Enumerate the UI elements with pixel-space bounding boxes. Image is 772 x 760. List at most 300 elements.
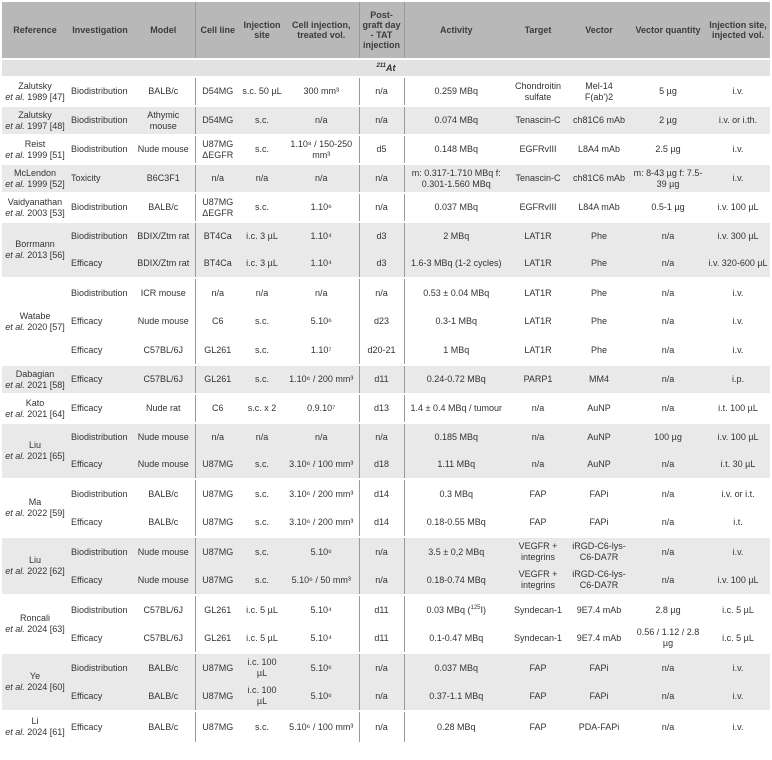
reference-author: Zalutsky: [18, 109, 52, 120]
cell-post-graft-day: d3: [359, 222, 404, 250]
reference-year: 2024 [60]: [24, 682, 65, 692]
cell-target: LAT1R: [508, 307, 568, 336]
cell-model: BALB/c: [132, 711, 195, 742]
cell-investigation: Efficacy: [68, 250, 132, 278]
reference-etal: et al.: [5, 91, 25, 102]
cell-cell-injection: 1.10⁸ / 150-250 mm³: [284, 135, 359, 164]
cell-model: Nude mouse: [132, 135, 195, 164]
cell-vector-quantity: n/a: [630, 682, 706, 711]
cell-activity: 0.037 MBq: [404, 193, 508, 222]
cell-injection-site: n/a: [240, 164, 284, 193]
cell-injection-site-volume: i.v.: [706, 711, 770, 742]
cell-investigation: Toxicity: [68, 164, 132, 193]
cell-injection-site: s.c.: [240, 135, 284, 164]
cell-vector-quantity: n/a: [630, 336, 706, 365]
cell-post-graft-day: n/a: [359, 566, 404, 595]
cell-injection-site: s.c. 50 µL: [240, 77, 284, 106]
reference-etal: et al.: [5, 250, 25, 260]
reference-etal: et al.: [5, 451, 25, 461]
cell-injection-site-volume: i.v.: [706, 653, 770, 682]
cell-target: Syndecan-1: [508, 624, 568, 653]
cell-target: LAT1R: [508, 336, 568, 365]
cell-vector: 9E7.4 mAb: [568, 624, 630, 653]
cell-cell-line: n/a: [195, 164, 240, 193]
cell-vector: AuNP: [568, 451, 630, 479]
reference-year: 2022 [62]: [24, 566, 65, 576]
cell-injection-site: s.c.: [240, 537, 284, 566]
cell-injection-site-volume: i.v.: [706, 336, 770, 365]
cell-model: BALB/c: [132, 653, 195, 682]
reference-author: Liu: [28, 440, 41, 450]
cell-cell-injection: 1.10⁴: [284, 222, 359, 250]
cell-reference: [2, 135, 68, 164]
cell-investigation: Biodistribution: [68, 135, 132, 164]
reference-author: Reist: [24, 138, 46, 149]
cell-injection-site-volume: i.v.: [706, 77, 770, 106]
cell-injection-site-volume: i.v. 320-600 µL: [706, 250, 770, 278]
cell-activity: 0.148 MBq: [404, 135, 508, 164]
reference-etal: et al.: [5, 682, 25, 692]
cell-injection-site: i.c. 5 µL: [240, 624, 284, 653]
cell-vector-quantity: 2.5 µg: [630, 135, 706, 164]
cell-model: Nude mouse: [132, 566, 195, 595]
table-row: [2, 566, 770, 595]
cell-vector: Phe: [568, 250, 630, 278]
cell-activity: 0.53 ± 0.04 MBq: [404, 278, 508, 307]
cell-activity: 0.3 MBq: [404, 479, 508, 508]
table-row: [2, 77, 770, 106]
table-row: [2, 193, 770, 222]
cell-vector-quantity: 2 µg: [630, 106, 706, 135]
cell-vector: FAPi: [568, 653, 630, 682]
cell-injection-site: s.c.: [240, 365, 284, 394]
cell-cell-injection: 1.10⁶ / 200 mm³: [284, 365, 359, 394]
cell-vector-quantity: n/a: [630, 307, 706, 336]
cell-vector-quantity: n/a: [630, 508, 706, 537]
cell-cell-line: BT4Ca: [195, 250, 240, 278]
cell-vector: L84A mAb: [568, 193, 630, 222]
cell-post-graft-day: d23: [359, 307, 404, 336]
cell-cell-line: U87MG: [195, 566, 240, 595]
cell-model: Nude mouse: [132, 307, 195, 336]
header-activity: Activity: [404, 2, 508, 59]
cell-vector-quantity: n/a: [630, 537, 706, 566]
header-vector-quantity: Vector quantity: [630, 2, 706, 59]
reference-etal: et al.: [5, 120, 25, 131]
cell-target: Chondroitin sulfate: [508, 77, 568, 106]
cell-vector: Phe: [568, 307, 630, 336]
cell-investigation: Efficacy: [68, 682, 132, 711]
radiopharmaceutical-studies-table: [2, 2, 770, 742]
reference-author: Vaidyanathan: [7, 196, 63, 207]
cell-cell-line: U87MG: [195, 682, 240, 711]
cell-cell-injection: 3.10⁶ / 100 mm³: [284, 451, 359, 479]
cell-cell-injection: n/a: [284, 106, 359, 135]
cell-vector: iRGD-C6-lys-C6-DA7R: [568, 537, 630, 566]
reference-year: 1999 [52]: [24, 178, 65, 189]
table-row: [2, 595, 770, 624]
cell-cell-line: U87MG: [195, 451, 240, 479]
cell-post-graft-day: n/a: [359, 106, 404, 135]
cell-vector-quantity: 0.56 / 1.12 / 2.8 µg: [630, 624, 706, 653]
reference-author: Liu: [28, 555, 41, 565]
reference-year: 2024 [63]: [24, 624, 65, 634]
header-injection-site-volume: Injection site, injected vol.: [706, 2, 770, 59]
cell-injection-site: s.c.: [240, 479, 284, 508]
cell-cell-line: U87MG: [195, 537, 240, 566]
reference-author: Zalutsky: [18, 80, 52, 91]
reference-etal: et al.: [5, 321, 25, 332]
cell-cell-line: n/a: [195, 423, 240, 451]
cell-vector-quantity: n/a: [630, 566, 706, 595]
reference-etal: et al.: [5, 207, 25, 218]
reference-year: 1997 [48]: [24, 120, 65, 131]
cell-injection-site: i.c. 5 µL: [240, 595, 284, 624]
section-row-astatine: [2, 59, 770, 77]
cell-vector: Phe: [568, 336, 630, 365]
cell-cell-line: D54MG: [195, 77, 240, 106]
table-row: [2, 135, 770, 164]
cell-post-graft-day: n/a: [359, 682, 404, 711]
cell-injection-site: s.c.: [240, 193, 284, 222]
table-row: [2, 423, 770, 451]
reference-author: Borrmann: [15, 239, 55, 249]
reference-etal: et al.: [5, 566, 25, 576]
cell-vector: ch81C6 mAb: [568, 164, 630, 193]
cell-cell-line: n/a: [195, 278, 240, 307]
reference-author: Roncali: [19, 613, 50, 623]
cell-investigation: Efficacy: [68, 451, 132, 479]
cell-vector-quantity: n/a: [630, 365, 706, 394]
table-row: [2, 164, 770, 193]
table-row: [2, 250, 770, 278]
cell-investigation: Efficacy: [68, 566, 132, 595]
reference-year: 2022 [59]: [24, 508, 65, 518]
cell-vector-quantity: n/a: [630, 222, 706, 250]
cell-cell-injection: 0.9.10⁷: [284, 394, 359, 423]
cell-post-graft-day: n/a: [359, 653, 404, 682]
cell-investigation: Biodistribution: [68, 77, 132, 106]
cell-post-graft-day: n/a: [359, 423, 404, 451]
cell-vector: FAPi: [568, 479, 630, 508]
reference-year: 2021 [58]: [24, 379, 65, 390]
cell-model: Nude mouse: [132, 451, 195, 479]
reference-etal: et al.: [5, 408, 25, 419]
cell-injection-site-volume: i.v. or i.th.: [706, 106, 770, 135]
cell-activity: 2 MBq: [404, 222, 508, 250]
header-model: Model: [132, 2, 195, 59]
cell-model: BALB/c: [132, 193, 195, 222]
cell-target: n/a: [508, 451, 568, 479]
cell-injection-site-volume: i.c. 5 µL: [706, 624, 770, 653]
cell-vector-quantity: 2.8 µg: [630, 595, 706, 624]
reference-author: Li: [31, 716, 39, 726]
cell-target: Tenascin-C: [508, 164, 568, 193]
cell-model: C57BL/6J: [132, 595, 195, 624]
cell-injection-site: s.c.: [240, 451, 284, 479]
cell-activity: 0.03 MBq ($^{125}$I): [404, 595, 508, 624]
cell-injection-site-volume: i.v. 100 µL: [706, 566, 770, 595]
table-row: [2, 307, 770, 336]
table-row: [2, 106, 770, 135]
table-row: [2, 365, 770, 394]
table-row: [2, 653, 770, 682]
cell-cell-injection: 5.10⁶: [284, 682, 359, 711]
cell-post-graft-day: d11: [359, 595, 404, 624]
header-injection-site: Injection site: [240, 2, 284, 59]
cell-injection-site: n/a: [240, 423, 284, 451]
cell-cell-line: U87MG ΔEGFR: [195, 135, 240, 164]
cell-investigation: Biodistribution: [68, 653, 132, 682]
cell-investigation: Biodistribution: [68, 423, 132, 451]
cell-cell-injection: 5.10⁴: [284, 624, 359, 653]
cell-vector-quantity: 0.5-1 µg: [630, 193, 706, 222]
cell-activity: 0.28 MBq: [404, 711, 508, 742]
table-row: [2, 222, 770, 250]
cell-reference: [2, 537, 68, 595]
table-row: [2, 682, 770, 711]
cell-target: n/a: [508, 423, 568, 451]
cell-cell-line: U87MG: [195, 711, 240, 742]
reference-year: 2013 [56]: [24, 250, 65, 260]
cell-investigation: Biodistribution: [68, 595, 132, 624]
cell-target: LAT1R: [508, 250, 568, 278]
cell-cell-line: BT4Ca: [195, 222, 240, 250]
cell-injection-site: s.c.: [240, 336, 284, 365]
cell-investigation: Efficacy: [68, 365, 132, 394]
cell-post-graft-day: n/a: [359, 711, 404, 742]
cell-target: LAT1R: [508, 222, 568, 250]
cell-post-graft-day: d13: [359, 394, 404, 423]
table-row: [2, 336, 770, 365]
cell-cell-injection: n/a: [284, 423, 359, 451]
cell-cell-line: C6: [195, 307, 240, 336]
cell-vector: MM4: [568, 365, 630, 394]
cell-injection-site-volume: i.v.: [706, 164, 770, 193]
reference-author: Dabagian: [15, 368, 55, 379]
cell-injection-site: s.c.: [240, 307, 284, 336]
reference-author: Watabe: [19, 310, 51, 321]
cell-activity: 3.5 ± 0,2 MBq: [404, 537, 508, 566]
cell-investigation: Biodistribution: [68, 222, 132, 250]
reference-year: 2003 [53]: [24, 207, 65, 218]
cell-reference: [2, 479, 68, 537]
cell-vector-quantity: m: 8-43 µg f: 7.5-39 µg: [630, 164, 706, 193]
section-label-mass-number: 211: [376, 62, 387, 69]
cell-cell-injection: 3.10⁶ / 200 mm³: [284, 508, 359, 537]
cell-investigation: Biodistribution: [68, 479, 132, 508]
cell-injection-site-volume: i.v.: [706, 682, 770, 711]
cell-injection-site-volume: i.v.: [706, 135, 770, 164]
cell-model: BALB/c: [132, 508, 195, 537]
cell-injection-site: i.c. 3 µL: [240, 250, 284, 278]
cell-cell-injection: 1.10⁶: [284, 193, 359, 222]
table-row: [2, 278, 770, 307]
cell-vector: iRGD-C6-lys-C6-DA7R: [568, 566, 630, 595]
cell-vector: 9E7.4 mAb: [568, 595, 630, 624]
cell-injection-site: s.c.: [240, 508, 284, 537]
cell-target: PARP1: [508, 365, 568, 394]
cell-post-graft-day: d14: [359, 508, 404, 537]
cell-vector-quantity: n/a: [630, 653, 706, 682]
cell-vector-quantity: n/a: [630, 250, 706, 278]
cell-cell-line: C6: [195, 394, 240, 423]
cell-vector-quantity: 5 µg: [630, 77, 706, 106]
cell-activity: 0.37-1.1 MBq: [404, 682, 508, 711]
cell-injection-site: s.c.: [240, 566, 284, 595]
cell-target: EGFRvIII: [508, 193, 568, 222]
cell-injection-site-volume: i.t. 30 µL: [706, 451, 770, 479]
reference-etal: et al.: [5, 178, 25, 189]
cell-activity: 0.18-0.55 MBq: [404, 508, 508, 537]
cell-activity: 0.24-0.72 MBq: [404, 365, 508, 394]
cell-cell-injection: 5.10⁶ / 100 mm³: [284, 711, 359, 742]
cell-reference: [2, 106, 68, 135]
cell-model: Nude mouse: [132, 423, 195, 451]
cell-injection-site-volume: i.v. or i.t.: [706, 479, 770, 508]
cell-activity: 1.11 MBq: [404, 451, 508, 479]
cell-injection-site: i.c. 100 µL: [240, 682, 284, 711]
cell-investigation: Biodistribution: [68, 106, 132, 135]
cell-cell-line: U87MG ΔEGFR: [195, 193, 240, 222]
cell-post-graft-day: n/a: [359, 164, 404, 193]
reference-author: Ye: [29, 671, 41, 681]
cell-activity: 1.4 ± 0.4 MBq / tumour: [404, 394, 508, 423]
cell-reference: [2, 365, 68, 394]
cell-vector: FAPi: [568, 682, 630, 711]
cell-investigation: Biodistribution: [68, 537, 132, 566]
cell-reference: [2, 278, 68, 365]
table-row: [2, 479, 770, 508]
table-row: [2, 624, 770, 653]
cell-model: BDIX/Ztm rat: [132, 250, 195, 278]
cell-cell-line: U87MG: [195, 479, 240, 508]
cell-post-graft-day: n/a: [359, 537, 404, 566]
cell-injection-site-volume: i.p.: [706, 365, 770, 394]
table-row: [2, 394, 770, 423]
cell-vector: AuNP: [568, 423, 630, 451]
cell-target: FAP: [508, 711, 568, 742]
cell-injection-site-volume: i.v. 100 µL: [706, 423, 770, 451]
cell-target: Syndecan-1: [508, 595, 568, 624]
cell-activity: 0.259 MBq: [404, 77, 508, 106]
cell-cell-line: GL261: [195, 336, 240, 365]
cell-cell-injection: 5.10⁶ / 50 mm³: [284, 566, 359, 595]
reference-year: 1999 [51]: [24, 149, 65, 160]
header-reference: Reference: [2, 2, 68, 59]
header-cell-injection: Cell injection, treated vol.: [284, 2, 359, 59]
section-label: [2, 59, 770, 77]
cell-post-graft-day: d5: [359, 135, 404, 164]
cell-injection-site: n/a: [240, 278, 284, 307]
reference-year: 2021 [64]: [24, 408, 65, 419]
cell-activity: 0.185 MBq: [404, 423, 508, 451]
cell-model: C57BL/6J: [132, 624, 195, 653]
reference-etal: et al.: [5, 149, 25, 160]
cell-target: FAP: [508, 508, 568, 537]
cell-post-graft-day: n/a: [359, 77, 404, 106]
cell-activity: 0.3-1 MBq: [404, 307, 508, 336]
cell-model: BDIX/Ztm rat: [132, 222, 195, 250]
cell-vector-quantity: n/a: [630, 394, 706, 423]
cell-cell-line: GL261: [195, 624, 240, 653]
cell-reference: [2, 77, 68, 106]
cell-vector: Mel-14 F(ab')2: [568, 77, 630, 106]
reference-year: 1989 [47]: [24, 91, 65, 102]
cell-model: BALB/c: [132, 479, 195, 508]
cell-cell-line: U87MG: [195, 653, 240, 682]
reference-etal: et al.: [5, 508, 25, 518]
cell-cell-injection: n/a: [284, 164, 359, 193]
cell-post-graft-day: d11: [359, 365, 404, 394]
cell-model: C57BL/6J: [132, 365, 195, 394]
cell-vector-quantity: n/a: [630, 479, 706, 508]
cell-post-graft-day: d14: [359, 479, 404, 508]
cell-cell-line: U87MG: [195, 508, 240, 537]
cell-target: n/a: [508, 394, 568, 423]
cell-cell-injection: 1.10⁷: [284, 336, 359, 365]
cell-cell-line: D54MG: [195, 106, 240, 135]
section-label-element: At: [386, 62, 396, 73]
cell-reference: [2, 711, 68, 742]
reference-author: Ma: [28, 497, 42, 507]
cell-activity: 1 MBq: [404, 336, 508, 365]
cell-cell-injection: n/a: [284, 278, 359, 307]
cell-cell-injection: 1.10⁴: [284, 250, 359, 278]
cell-cell-injection: 5.10⁴: [284, 595, 359, 624]
reference-year: 2020 [57]: [24, 321, 65, 332]
cell-model: ICR mouse: [132, 278, 195, 307]
cell-investigation: Biodistribution: [68, 278, 132, 307]
cell-cell-line: GL261: [195, 595, 240, 624]
cell-target: Tenascin-C: [508, 106, 568, 135]
cell-injection-site: s.c.: [240, 106, 284, 135]
cell-target: EGFRvIII: [508, 135, 568, 164]
cell-injection-site-volume: i.v.: [706, 307, 770, 336]
cell-vector: AuNP: [568, 394, 630, 423]
cell-investigation: Efficacy: [68, 508, 132, 537]
header-investigation: Investigation: [68, 2, 132, 59]
cell-post-graft-day: d11: [359, 624, 404, 653]
cell-investigation: Efficacy: [68, 711, 132, 742]
cell-injection-site-volume: i.v.: [706, 278, 770, 307]
cell-injection-site-volume: i.v. 300 µL: [706, 222, 770, 250]
cell-reference: [2, 595, 68, 653]
reference-etal: et al.: [5, 727, 25, 737]
cell-target: LAT1R: [508, 278, 568, 307]
cell-vector: ch81C6 mAb: [568, 106, 630, 135]
cell-injection-site: s.c.: [240, 711, 284, 742]
cell-model: B6C3F1: [132, 164, 195, 193]
cell-vector-quantity: n/a: [630, 451, 706, 479]
cell-vector: L8A4 mAb: [568, 135, 630, 164]
cell-post-graft-day: d18: [359, 451, 404, 479]
reference-etal: et al.: [5, 624, 25, 634]
cell-vector-quantity: n/a: [630, 711, 706, 742]
cell-injection-site-volume: i.c. 5 µL: [706, 595, 770, 624]
cell-reference: [2, 394, 68, 423]
cell-investigation: Efficacy: [68, 624, 132, 653]
cell-investigation: Efficacy: [68, 336, 132, 365]
cell-activity: 1.6-3 MBq (1-2 cycles): [404, 250, 508, 278]
table-row: [2, 451, 770, 479]
cell-model: Nude mouse: [132, 537, 195, 566]
cell-target: FAP: [508, 479, 568, 508]
cell-activity: 0.18-0.74 MBq: [404, 566, 508, 595]
reference-etal: et al.: [5, 379, 25, 390]
table-row: [2, 711, 770, 742]
cell-model: BALB/c: [132, 77, 195, 106]
